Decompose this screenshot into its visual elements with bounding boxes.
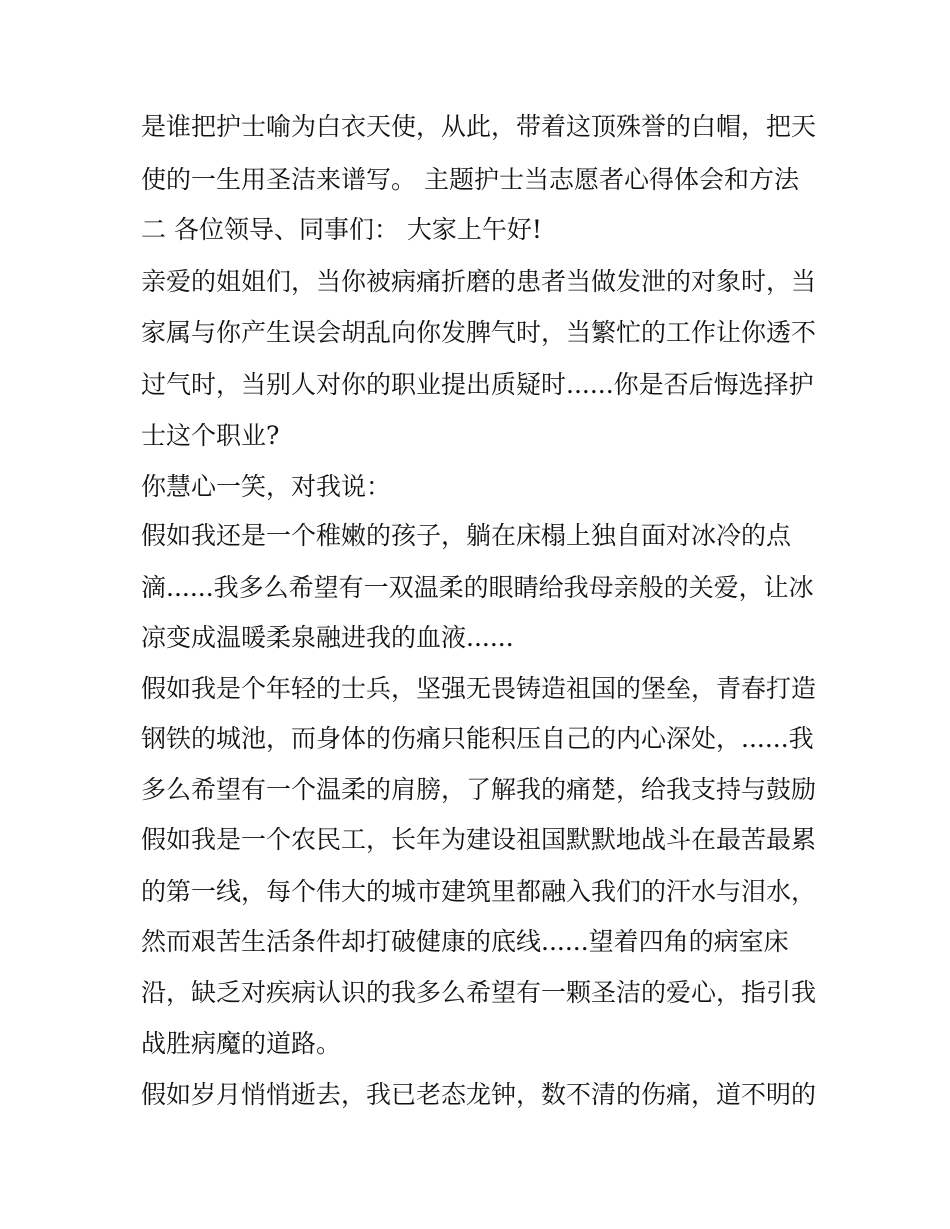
text-line: 假如我是一个农民工，长年为建设祖国默默地战斗在最苦最累: [141, 825, 817, 854]
text-line: 钢铁的城池，而身体的伤痛只能积压自己的内心深处，......我: [141, 724, 814, 753]
text-line: 滴......我多么希望有一双温柔的眼睛给我母亲般的关爱，让冰: [141, 573, 814, 602]
text-line: 你慧心一笑，对我说：: [141, 472, 392, 501]
text-line: 的第一线，每个伟大的城市建筑里都融入我们的汗水与泪水，: [141, 877, 817, 906]
text-line: 沿，缺乏对疾病认识的我多么希望有一颗圣洁的爱心，指引我: [141, 978, 817, 1007]
text-line: 是谁把护士喻为白衣天使，从此，带着这顶殊誉的白帽，把天: [141, 112, 817, 141]
text-line: 假如我还是一个稚嫩的孩子，躺在床榻上独自面对冰冷的点: [141, 521, 792, 550]
text-line: 亲爱的姐姐们，当你被病痛折磨的患者当做发泄的对象时，当: [141, 267, 817, 296]
text-line: 二 各位领导、同事们： 大家上午好!: [141, 215, 542, 244]
text-line: 多么希望有一个温柔的肩膀，了解我的痛楚，给我支持与鼓励: [141, 775, 817, 804]
text-line: 使的一生用圣洁来谱写。 主题护士当志愿者心得体会和方法: [141, 165, 799, 194]
text-line: 凉变成温暖柔泉融进我的血液......: [141, 623, 514, 652]
text-line: 士这个职业?: [141, 421, 280, 450]
text-line: 然而艰苦生活条件却打破健康的底线......望着四角的病室床: [141, 927, 789, 956]
text-line: 假如岁月悄悄逝去，我已老态龙钟，数不清的伤痛，道不明的: [141, 1080, 817, 1109]
text-line: 战胜病魔的道路。: [141, 1029, 342, 1058]
text-line: 家属与你产生误会胡乱向你发脾气时，当繁忙的工作让你透不: [141, 318, 817, 347]
text-line: 过气时，当别人对你的职业提出质疑时......你是否后悔选择护: [141, 370, 814, 399]
text-line: 假如我是个年轻的士兵，坚强无畏铸造祖国的堡垒，青春打造: [141, 674, 817, 703]
